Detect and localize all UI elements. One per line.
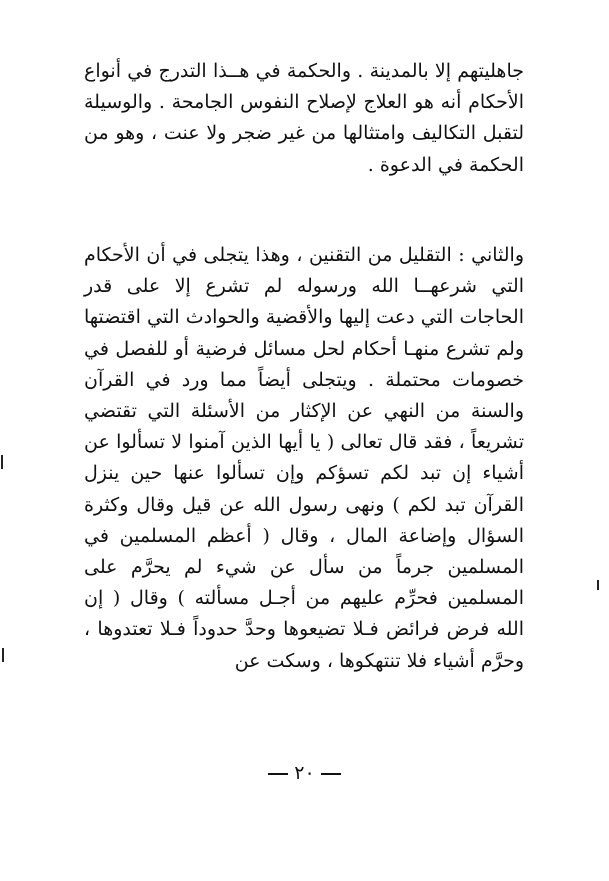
page-number (0, 762, 609, 784)
page-number-value: ٢٠ (294, 762, 315, 784)
dash-right (268, 773, 288, 775)
scan-artifact (1, 455, 3, 469)
scan-artifact (597, 580, 599, 590)
paragraph-text: جاهليتهم إلا بالمدينة . والحكمة في هــذا التدرج في أنواع الأحكام أنه هو العلاج لإصلاح النفوس الجامحة . والوسيلة لتقبل التكاليف وامتثالها من غير ضجر ولا عنت ، وهو من الحكمة في الدعوة . (84, 60, 524, 176)
dash-left (321, 773, 341, 775)
paragraph-text: والثاني : التقليل من التقنين ، وهذا يتجلى في أن الأحكام التي شرعهــا الله ورسوله لم تشرع إلا على قدر الحاجات التي دعت إليها والأقضية والحوادث التي اقتضتها ولم تشرع منهـا أحكام لحل مسائل فرضية أو للفصل في خصومات محتملة . ويتجلى أيضاً مما ورد في القرآن والسنة من النهي عن الإكثار من الأسئلة التي تقتضي تشريعاً ، فقد قال تعالى ( يا أيها الذين آمنوا لا تسألوا عن أشياء إن تبد لكم تسؤكم وإن تسألوا عنها حين ينزل القرآن تبد لكم ) ونهى رسول الله عن قيل وقال وكثرة السؤال وإضاعة المال ، وقال ( أعظم المسلمين في المسلمين جرماً من سأل عن شيء لم يحرَّم على المسلمين فحرِّم عليهم من أجـل مسألته ) وقال ( إن الله فرض فرائض فـلا تضيعوها وحدَّ حدوداً فـلا تعتدوها ، وحرَّم أشياء فلا تنتهكوها ، وسكت عن (84, 244, 524, 672)
paragraph-second-point (84, 240, 524, 677)
scan-artifact (2, 648, 4, 662)
paragraph-continuation (84, 56, 524, 181)
